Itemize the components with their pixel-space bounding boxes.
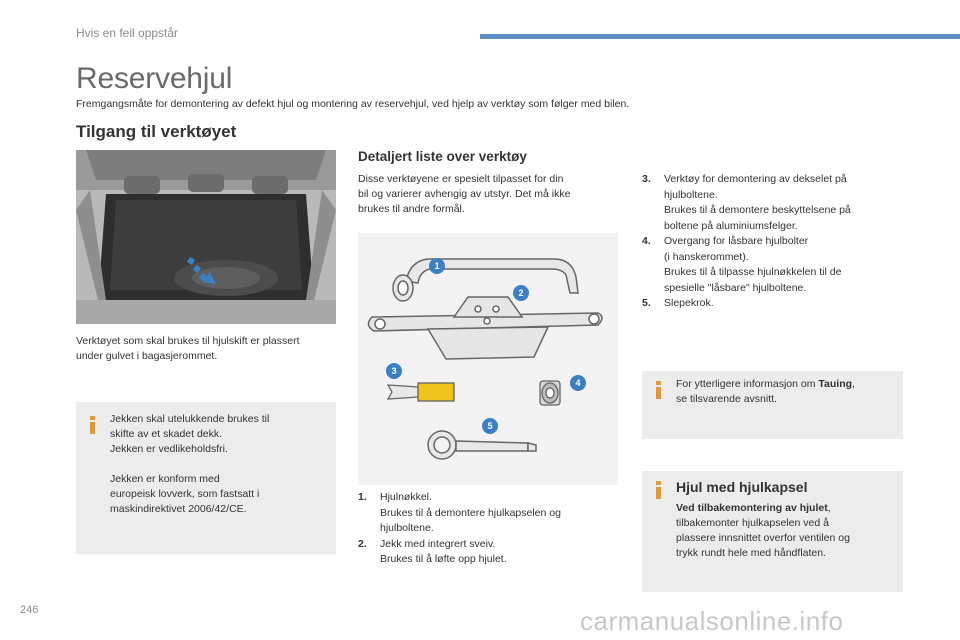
- header-accent-bar: [480, 34, 960, 39]
- tools-intro-line: Disse verktøyene er spesielt tilpasset for din: [358, 173, 564, 185]
- info-line: Jekken skal utelukkende brukes til: [110, 413, 270, 425]
- list-line: Brukes til å demontere beskyttelsene på: [664, 204, 851, 216]
- running-header: Hvis en feil oppstår: [76, 26, 179, 40]
- info-line: [676, 501, 850, 516]
- tool-list-left: [358, 490, 620, 568]
- intro-text: Fremgangsmåte for demontering av defekt hjul og montering av reservehjul, ved hjelp av verktøy som følger med bilen.: [76, 98, 630, 110]
- tools-intro: [358, 172, 620, 217]
- list-item: [642, 172, 904, 234]
- list-line: Jekk med integrert sveiv.: [380, 537, 496, 550]
- info-icon: [656, 481, 661, 499]
- tools-intro-line: brukes til andre formål.: [358, 203, 465, 215]
- towing-link-text: Tauing: [818, 378, 853, 390]
- list-number: 1.: [358, 491, 367, 503]
- tool-badge-1: 1: [434, 261, 440, 271]
- hubcap-comma: ,: [827, 502, 831, 514]
- info-line: Jekken er konform med: [110, 473, 220, 485]
- info-text-post: ,: [852, 378, 855, 390]
- list-line: hjulboltene.: [380, 522, 434, 534]
- towing-info-box: [642, 371, 903, 439]
- info-line: tilbakemonter hjulkapselen ved å: [676, 517, 829, 529]
- info-line: Jekken er vedlikeholdsfri.: [110, 443, 228, 455]
- tool-badge-2: 2: [518, 288, 524, 298]
- list-number: 3.: [642, 173, 651, 185]
- info-line: europeisk lovverk, som fastsatt i: [110, 488, 260, 500]
- info-line: maskindirektivet 2006/42/CE.: [110, 503, 247, 515]
- list-item: [642, 234, 904, 296]
- list-item: [642, 296, 904, 312]
- list-line: Hjulnøkkel.: [380, 491, 432, 503]
- hubcap-info-box: [642, 471, 903, 592]
- tool-badge-5: 5: [487, 421, 493, 431]
- list-line: Brukes til å løfte opp hjulet.: [380, 553, 507, 565]
- info-icon: [656, 381, 661, 399]
- list-line: Verktøy for demontering av dekselet på: [664, 173, 847, 185]
- list-line: Brukes til å tilpasse hjulnøkkelen til de: [664, 266, 842, 278]
- list-number: 2.: [358, 537, 367, 550]
- hubcap-bold-text: Ved tilbakemontering av hjulet: [676, 502, 828, 514]
- info-line: [676, 377, 855, 392]
- photo-caption: Verktøyet som skal brukes til hjulskift er plassert under gulvet i bagasjerommet.: [76, 335, 300, 362]
- trunk-photo: [76, 150, 336, 324]
- section-heading: Tilgang til verktøyet: [76, 122, 237, 141]
- hubcap-tool-drawing: [388, 383, 454, 401]
- page-title: Reservehjul: [76, 62, 233, 95]
- list-line: hjulboltene.: [664, 188, 718, 201]
- watermark: carmanualsonline.info: [580, 606, 844, 636]
- list-line: Slepekrok.: [664, 297, 714, 309]
- tools-intro-line: bil og varierer avhengig av utstyr. Det må ikke: [358, 188, 571, 200]
- info-text-pre: For ytterligere informasjon om: [676, 378, 819, 390]
- tool-list-right: [642, 172, 904, 312]
- bolt-adapter-drawing: [540, 381, 560, 405]
- hubcap-heading: Hjul med hjulkapsel: [676, 479, 808, 495]
- list-number: 4.: [642, 235, 651, 247]
- list-item: [358, 490, 620, 537]
- list-line: (i hanskerommet).: [664, 250, 749, 263]
- tools-illustration: [358, 233, 618, 485]
- tool-badge-3: 3: [391, 366, 397, 376]
- page-number: 246: [20, 604, 39, 616]
- list-line: spesielle "låsbare" hjulboltene.: [664, 281, 807, 294]
- list-line: Brukes til å demontere hjulkapselen og: [380, 506, 561, 519]
- jack-info-box: [76, 402, 336, 554]
- info-line: trykk rundt hele med håndflaten.: [676, 547, 827, 559]
- list-number: 5.: [642, 297, 651, 309]
- list-line: Overgang for låsbare hjulbolter: [664, 235, 809, 247]
- list-line: boltene på aluminiumsfelger.: [664, 219, 798, 232]
- list-item: [358, 537, 620, 568]
- tool-badge-4: 4: [575, 378, 581, 388]
- info-line: plassere innsnittet overfor ventilen og: [676, 532, 850, 544]
- tools-heading: Detaljert liste over verktøy: [358, 149, 527, 164]
- info-line: skifte av et skadet dekk.: [110, 428, 223, 440]
- info-line: se tilsvarende avsnitt.: [676, 393, 777, 405]
- info-icon: [90, 416, 95, 434]
